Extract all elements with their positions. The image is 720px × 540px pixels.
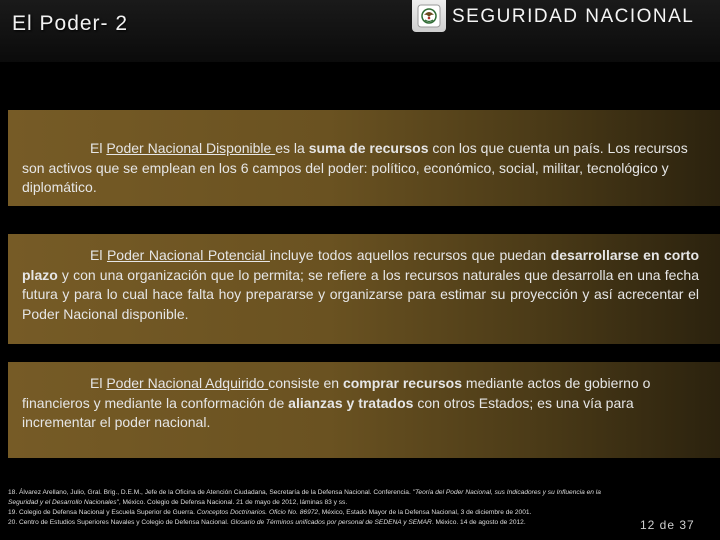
paragraph-poder-potencial xyxy=(22,246,699,324)
reference-19 xyxy=(8,508,620,518)
reference-text: . México. 14 de agosto de 2012. xyxy=(431,519,526,526)
text-span: mediante actos de gobierno o financieros y mediante la conformación de xyxy=(22,375,651,411)
text-span: y con una organización que lo permita; se refiere a los recursos naturales que desarrolla en una fecha futura y para lo cual hace falta hoy prepararse y organizarse para estimar su proyección y así acrecentar el Poder Nacional disponible. xyxy=(22,266,699,322)
term-poder-nacional-potencial: Poder Nacional Potencial xyxy=(106,247,270,263)
text-span: con otros Estados; es una vía para incrementar el poder nacional. xyxy=(22,394,634,430)
text-span: consiste en xyxy=(268,375,343,391)
emphasis-text: alianzas y tratados xyxy=(288,394,414,411)
reference-18 xyxy=(8,488,620,508)
reference-title: Conceptos Doctrinarios. Oficio No. 86972 xyxy=(196,509,319,516)
paragraph-poder-adquirido xyxy=(22,374,699,433)
reference-text: 19. Colegio de Defensa Nacional y Escuela Superior de Guerra. xyxy=(8,509,197,516)
reference-title: "Teoría del Poder Nacional, sus Indicadores y su Influencia en la Seguridad y el Desarrollo Nacionales" xyxy=(8,489,601,506)
reference-20 xyxy=(8,518,620,528)
emphasis-text: comprar recursos xyxy=(342,375,463,391)
mexican-coat-of-arms-icon xyxy=(412,0,446,32)
page-title: El Poder- 2 xyxy=(12,12,129,35)
text-span: con los que cuenta un país. Los recursos son activos que se emplean en los 6 campos del poder: político, económico, social, militar, tecnológico y diplomático. xyxy=(22,140,688,195)
term-poder-nacional-disponible: Poder Nacional Disponible xyxy=(106,140,276,156)
text-span: El xyxy=(90,140,107,156)
text-span: es la xyxy=(275,140,309,156)
text-span: incluye todos aquellos recursos que puedan xyxy=(269,247,551,263)
text-span: El xyxy=(90,375,107,391)
text-span: El xyxy=(90,247,107,263)
page-number: 12 de 37 xyxy=(640,518,695,532)
reference-text: 18. Álvarez Arellano, Julio, Gral. Brig., D.E.M., Jefe de la Oficina de Atención Ciudadana, Secretaría de la Defensa Nacional. Conferencia. xyxy=(8,489,413,496)
reference-text: , México, Estado Mayor de la Defensa Nacional, 3 de diciembre de 2001. xyxy=(318,509,532,516)
reference-text: 20. Centro de Estudios Superiores Navales y Colegio de Defensa Nacional. xyxy=(8,519,231,526)
brand-title: SEGURIDAD NACIONAL xyxy=(452,6,695,27)
paragraph-poder-disponible xyxy=(22,139,699,198)
term-poder-nacional-adquirido: Poder Nacional Adquirido xyxy=(106,375,269,391)
reference-text: , México. Colegio de Defensa Nacional. 21 de mayo de 2012, láminas 83 y ss. xyxy=(118,499,348,506)
emphasis-text: desarrollarse en corto plazo xyxy=(22,247,699,283)
reference-title: Glosario de Términos unificados por personal de SEDENA y SEMAR xyxy=(230,519,432,526)
references-footnotes xyxy=(8,488,620,528)
emphasis-text: suma de recursos xyxy=(308,140,429,156)
eagle-emblem-icon xyxy=(416,3,442,29)
header-bar xyxy=(0,0,720,62)
